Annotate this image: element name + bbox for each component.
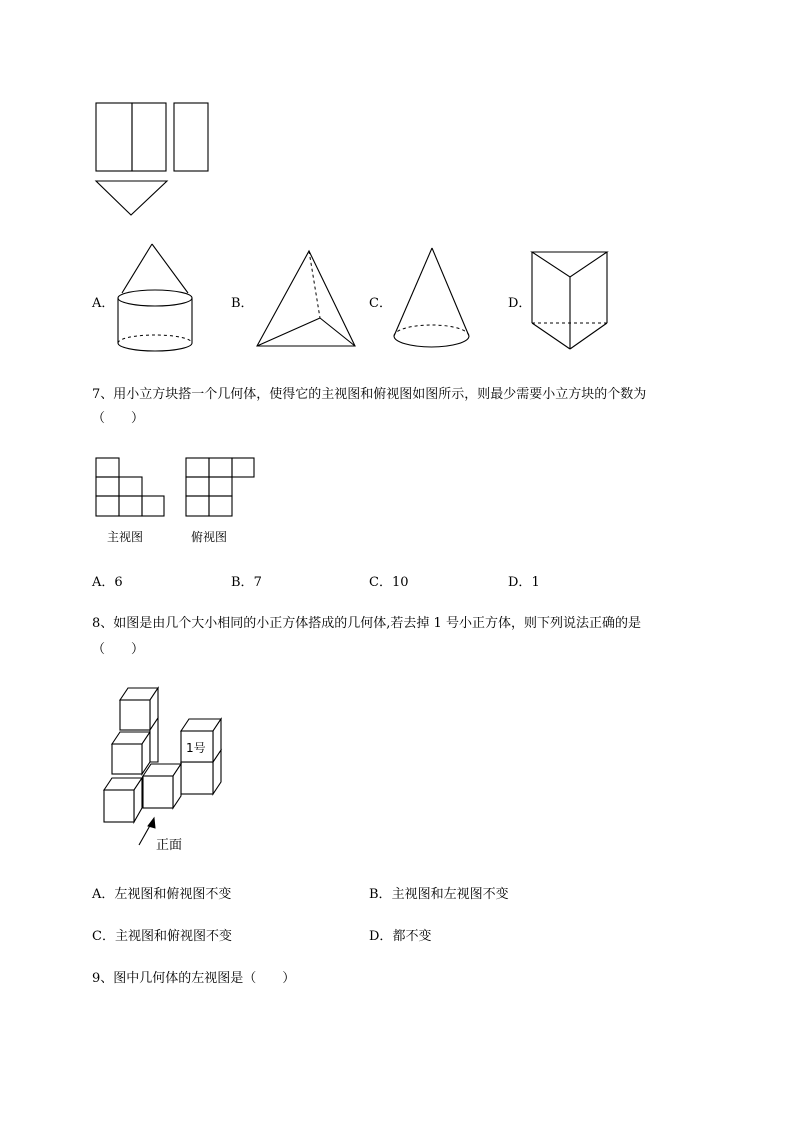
q7-answer-paren: （ ） [92,411,145,426]
q7-option-a-value: 6 [114,575,123,590]
q8-option-d[interactable] [369,925,431,944]
q8-option-a-value: 左视图和俯视图不变 [114,887,232,902]
q8-option-a-letter: A． [92,887,115,902]
q6-option-a-letter[interactable]: A． [92,296,115,311]
q7-option-d-letter: D． [508,575,532,590]
q7-option-c-letter: C． [369,575,392,590]
q8-option-c[interactable] [92,925,232,944]
q7-question-text: 7、用小立方块搭一个几何体，使得它的主视图和俯视图如图所示，则最少需要小立方块的个数为 [92,387,647,402]
q7-option-a-letter: A． [92,575,115,590]
q7-option-b-letter: B． [231,575,254,590]
q8-answer-paren: （ ） [92,642,145,657]
q7-front-view-label: 主视图 [107,530,144,544]
q8-option-d-value: 都不变 [392,929,432,944]
q9-question-text: 9、图中几何体的左视图是（ ） [92,971,296,986]
q7-option-b-value: 7 [253,575,262,590]
q8-front-direction-label: 正面 [156,838,183,853]
q8-cube-1-label: 1号 [186,741,206,755]
q6-option-c-letter[interactable]: C． [369,296,392,311]
q8-option-b-value: 主视图和左视图不变 [391,887,509,902]
q8-option-d-letter: D． [369,929,393,944]
q8-question-text: 8、如图是由几个大小相同的小正方体搭成的几何体,若去掉 1 号小正方体，则下列说法正确的是 [92,616,641,631]
q7-top-view-label: 俯视图 [191,530,228,544]
q8-option-a[interactable] [92,883,231,902]
q6-option-d-letter[interactable]: D． [508,296,532,311]
q8-option-b[interactable] [369,883,509,902]
q7-option-d-value: 1 [531,575,540,590]
q7-option-c-value: 10 [391,575,409,590]
q8-option-b-letter: B． [369,887,392,902]
q8-option-c-value: 主视图和俯视图不变 [114,929,232,944]
q6-option-b-letter[interactable]: B． [231,296,254,311]
q8-option-c-letter: C． [92,929,115,944]
